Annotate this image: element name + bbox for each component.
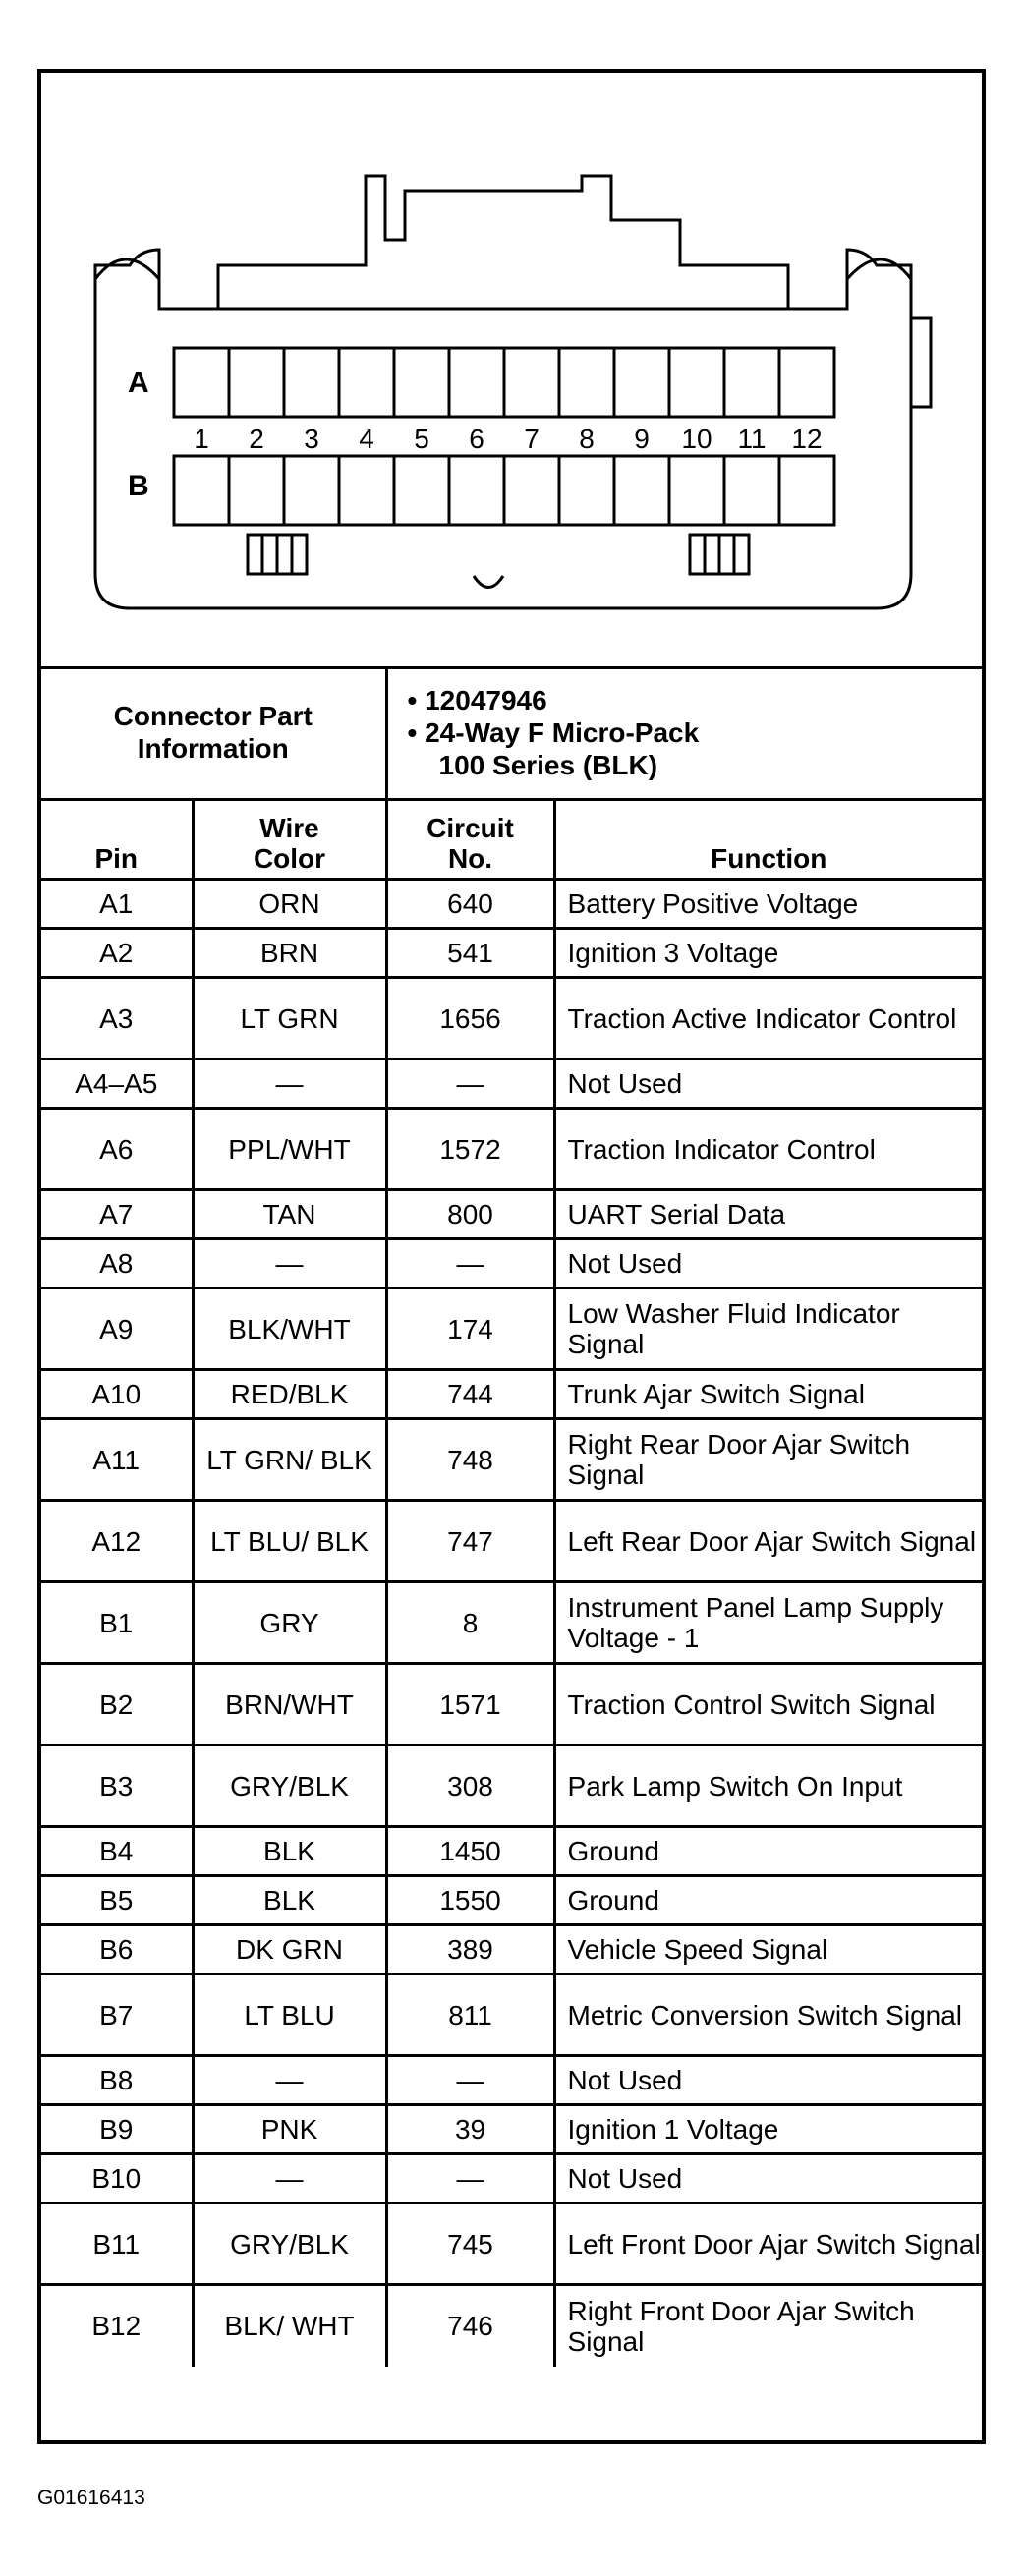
function-cell: Traction Control Switch Signal	[554, 1664, 982, 1746]
pin-cavity-a5	[394, 348, 449, 417]
connector-type: • 24-Way F Micro-Pack	[407, 716, 700, 748]
pin-cavity-a6	[449, 348, 504, 417]
function-cell: UART Serial Data	[554, 1190, 982, 1239]
table-row	[41, 1501, 982, 1582]
wire-color-cell: TAN	[193, 1190, 386, 1239]
pin-cavity-b8	[559, 456, 614, 525]
circuit-cell: 174	[386, 1288, 554, 1370]
pin-cavity-a9	[614, 348, 669, 417]
wire-color-cell: LT GRN/ BLK	[193, 1419, 386, 1501]
pin-cavity-b3	[284, 456, 339, 525]
function-cell: Ground	[554, 1827, 982, 1876]
pin-cell: A4–A5	[41, 1059, 193, 1109]
pin-number-label: 11	[737, 424, 767, 454]
pin-cell: A1	[41, 880, 193, 929]
function-cell: Metric Conversion Switch Signal	[554, 1975, 982, 2056]
part-info-row	[41, 666, 982, 800]
table-row	[41, 2056, 982, 2105]
wire-color-cell: BRN	[193, 929, 386, 978]
circuit-cell: 811	[386, 1975, 554, 2056]
function-cell: Trunk Ajar Switch Signal	[554, 1370, 982, 1419]
top-latch	[218, 176, 788, 309]
connector-face-diagram	[41, 73, 982, 666]
function-cell: Left Front Door Ajar Switch Signal	[554, 2204, 982, 2285]
table-row	[41, 1239, 982, 1288]
circuit-cell: —	[386, 1059, 554, 1109]
pin-number-label: 3	[304, 424, 319, 454]
table-row	[41, 1925, 982, 1975]
table-row	[41, 1664, 982, 1746]
circuit-cell: 541	[386, 929, 554, 978]
table-row	[41, 2105, 982, 2154]
circuit-cell: 747	[386, 1501, 554, 1582]
function-cell: Ignition 3 Voltage	[554, 929, 982, 978]
function-cell: Not Used	[554, 1239, 982, 1288]
circuit-cell: 745	[386, 2204, 554, 2285]
pin-cell: B10	[41, 2154, 193, 2204]
wire-color-cell: PNK	[193, 2105, 386, 2154]
wire-color-cell: BRN/WHT	[193, 1664, 386, 1746]
pin-cavity-b6	[449, 456, 504, 525]
circuit-cell: 1572	[386, 1109, 554, 1190]
pin-cavity-b4	[339, 456, 394, 525]
circuit-cell: 308	[386, 1746, 554, 1827]
function-cell: Right Rear Door Ajar Switch Signal	[554, 1419, 982, 1501]
function-cell: Vehicle Speed Signal	[554, 1925, 982, 1975]
wire-color-cell: RED/BLK	[193, 1370, 386, 1419]
header-wire-color: Wire Color	[193, 800, 386, 880]
pin-cell: B2	[41, 1664, 193, 1746]
pin-number-label: 1	[194, 424, 209, 454]
pin-cavity-a1	[174, 348, 229, 417]
wire-color-cell: LT BLU	[193, 1975, 386, 2056]
wire-color-cell: BLK/ WHT	[193, 2285, 386, 2367]
circuit-cell: —	[386, 1239, 554, 1288]
circuit-cell: 1550	[386, 1876, 554, 1925]
pin-cell: B1	[41, 1582, 193, 1664]
function-cell: Not Used	[554, 2154, 982, 2204]
circuit-cell: 389	[386, 1925, 554, 1975]
pin-cell: B7	[41, 1975, 193, 2056]
circuit-cell: —	[386, 2154, 554, 2204]
wire-color-cell: LT BLU/ BLK	[193, 1501, 386, 1582]
header-circuit-no: Circuit No.	[386, 800, 554, 880]
table-row	[41, 1190, 982, 1239]
pin-cell: A7	[41, 1190, 193, 1239]
circuit-cell: 748	[386, 1419, 554, 1501]
function-cell: Traction Active Indicator Control	[554, 978, 982, 1059]
connector-series: 100 Series (BLK)	[438, 749, 658, 780]
wire-color-cell: BLK	[193, 1827, 386, 1876]
pin-cavity-b12	[779, 456, 834, 525]
pin-number-label: 2	[249, 424, 264, 454]
circuit-cell: —	[386, 2056, 554, 2105]
circuit-cell: 1450	[386, 1827, 554, 1876]
pin-cell: B6	[41, 1925, 193, 1975]
wire-color-cell: —	[193, 2056, 386, 2105]
pin-number-label: 6	[469, 424, 484, 454]
function-cell: Battery Positive Voltage	[554, 880, 982, 929]
pin-cavity-b11	[724, 456, 779, 525]
row-a-label: A	[128, 367, 149, 399]
pin-cell: B12	[41, 2285, 193, 2367]
right-key-tab	[911, 318, 931, 407]
pin-cell: A12	[41, 1501, 193, 1582]
pin-cell: A6	[41, 1109, 193, 1190]
header-function: Function	[554, 800, 982, 880]
bottom-keyway	[474, 576, 503, 588]
circuit-cell: 1571	[386, 1664, 554, 1746]
pin-cavity-b9	[614, 456, 669, 525]
table-row	[41, 1876, 982, 1925]
table-row	[41, 929, 982, 978]
pin-cell: A3	[41, 978, 193, 1059]
pin-number-label: 8	[579, 424, 595, 454]
function-cell: Park Lamp Switch On Input	[554, 1746, 982, 1827]
wire-color-cell: —	[193, 1239, 386, 1288]
wire-color-cell: —	[193, 1059, 386, 1109]
pin-number-labels	[194, 424, 822, 454]
figure-id: G01616413	[37, 2487, 145, 2509]
table-row	[41, 1419, 982, 1501]
row-b-label: B	[128, 470, 149, 502]
function-cell: Not Used	[554, 2056, 982, 2105]
wire-color-cell: —	[193, 2154, 386, 2204]
pin-cell: A11	[41, 1419, 193, 1501]
pin-cell: A8	[41, 1239, 193, 1288]
table-row	[41, 1975, 982, 2056]
circuit-cell: 744	[386, 1370, 554, 1419]
wire-color-cell: LT GRN	[193, 978, 386, 1059]
wire-color-cell: DK GRN	[193, 1925, 386, 1975]
table-row	[41, 2204, 982, 2285]
function-cell: Not Used	[554, 1059, 982, 1109]
table-row	[41, 1370, 982, 1419]
connector-diagram-area	[41, 73, 982, 669]
pin-number-label: 4	[359, 424, 374, 454]
header-pin: Pin	[41, 800, 193, 880]
pin-cavity-a2	[229, 348, 284, 417]
pin-cavity-b2	[229, 456, 284, 525]
function-cell: Ignition 1 Voltage	[554, 2105, 982, 2154]
wire-color-cell: BLK	[193, 1876, 386, 1925]
left-ear	[95, 259, 159, 279]
circuit-cell: 800	[386, 1190, 554, 1239]
function-cell: Instrument Panel Lamp Supply Voltage - 1	[554, 1582, 982, 1664]
table-row	[41, 1827, 982, 1876]
wire-color-cell: ORN	[193, 880, 386, 929]
pin-cell: B5	[41, 1876, 193, 1925]
table-row	[41, 2285, 982, 2367]
pin-number-label: 9	[634, 424, 650, 454]
pin-cell: B4	[41, 1827, 193, 1876]
part-info-bullets	[386, 666, 982, 800]
circuit-cell: 39	[386, 2105, 554, 2154]
function-cell: Ground	[554, 1876, 982, 1925]
pin-cell: A10	[41, 1370, 193, 1419]
part-number: • 12047946	[407, 684, 547, 716]
pin-cell: B3	[41, 1746, 193, 1827]
wire-color-cell: GRY/BLK	[193, 1746, 386, 1827]
table-row	[41, 1059, 982, 1109]
pin-cavity-b7	[504, 456, 559, 525]
function-cell: Left Rear Door Ajar Switch Signal	[554, 1501, 982, 1582]
circuit-cell: 746	[386, 2285, 554, 2367]
table-row	[41, 880, 982, 929]
pin-cavity-b1	[174, 456, 229, 525]
pin-cell: B8	[41, 2056, 193, 2105]
pin-cavity-b5	[394, 456, 449, 525]
inner-housing	[159, 265, 847, 309]
right-ear	[847, 259, 911, 279]
pin-cavity-a4	[339, 348, 394, 417]
circuit-cell: 8	[386, 1582, 554, 1664]
pinout-table	[41, 666, 982, 2367]
table-row	[41, 1582, 982, 1664]
circuit-cell: 1656	[386, 978, 554, 1059]
pin-cavity-a8	[559, 348, 614, 417]
table-row	[41, 2154, 982, 2204]
pin-cavity-a10	[669, 348, 724, 417]
wire-color-cell: BLK/WHT	[193, 1288, 386, 1370]
pin-cell: B11	[41, 2204, 193, 2285]
pin-number-label: 7	[524, 424, 540, 454]
part-info-label: Connector Part Information	[41, 666, 386, 800]
table-row	[41, 1288, 982, 1370]
pin-cavity-a11	[724, 348, 779, 417]
pin-cavity-a7	[504, 348, 559, 417]
table-row	[41, 1109, 982, 1190]
pin-number-label: 12	[791, 424, 823, 454]
table-row	[41, 978, 982, 1059]
header-row	[41, 800, 982, 880]
pin-cavities	[174, 348, 834, 525]
table-row	[41, 1746, 982, 1827]
pin-cavity-b10	[669, 456, 724, 525]
pin-cell: B9	[41, 2105, 193, 2154]
pin-cell: A9	[41, 1288, 193, 1370]
function-cell: Low Washer Fluid Indicator Signal	[554, 1288, 982, 1370]
wire-color-cell: GRY/BLK	[193, 2204, 386, 2285]
pin-number-label: 5	[414, 424, 429, 454]
circuit-cell: 640	[386, 880, 554, 929]
pin-cell: A2	[41, 929, 193, 978]
connector-sheet	[37, 69, 986, 2444]
function-cell: Traction Indicator Control	[554, 1109, 982, 1190]
pin-cavity-a3	[284, 348, 339, 417]
wire-color-cell: PPL/WHT	[193, 1109, 386, 1190]
function-cell: Right Front Door Ajar Switch Signal	[554, 2285, 982, 2367]
pin-cavity-a12	[779, 348, 834, 417]
wire-color-cell: GRY	[193, 1582, 386, 1664]
pin-number-label: 10	[681, 424, 712, 454]
